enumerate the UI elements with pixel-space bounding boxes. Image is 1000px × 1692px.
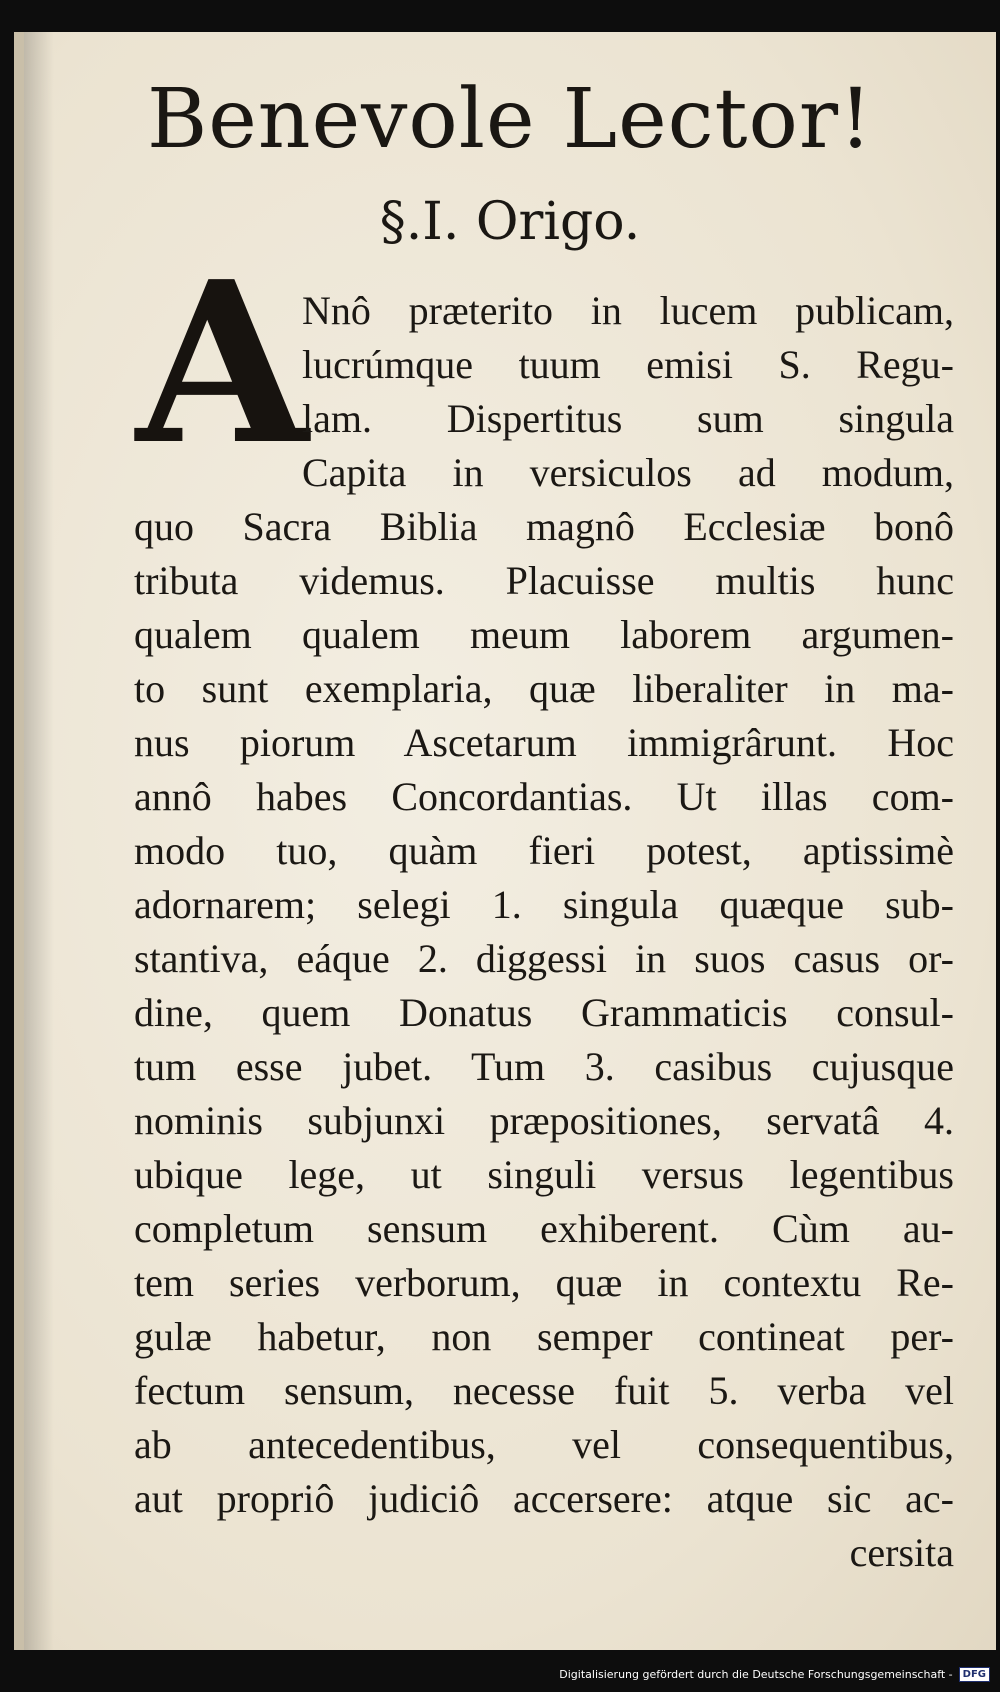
section-heading: §.I. Origo. <box>379 192 641 252</box>
text-line: ubique lege, ut singuli versus legentibus <box>134 1152 954 1197</box>
text-line: quo Sacra Biblia magnô Ecclesiæ bonô <box>134 504 954 549</box>
text-line: dine, quem Donatus Grammaticis consul- <box>134 990 954 1035</box>
body-text <box>134 284 954 1580</box>
text-line: adornarem; selegi 1. singula quæque sub- <box>134 882 954 927</box>
book-page <box>14 32 996 1650</box>
text-line: nus piorum Ascetarum immigrârunt. Hoc <box>134 720 954 765</box>
text-line: to sunt exemplaria, quæ liberaliter in ma- <box>134 666 954 711</box>
page-gutter-shadow <box>24 32 54 1650</box>
text-line: lam. Dispertitus sum singula <box>302 396 954 441</box>
text-line: gulæ habetur, non semper contineat per- <box>134 1314 954 1359</box>
drop-cap: A <box>136 234 309 494</box>
text-line: tem series verborum, quæ in contextu Re- <box>134 1260 954 1305</box>
text-line: nominis subjunxi præpositiones, servatâ 4. <box>134 1098 954 1143</box>
text-line: fectum sensum, necesse fuit 5. verba vel <box>134 1368 954 1413</box>
text-line: qualem qualem meum laborem argumen- <box>134 612 954 657</box>
text-line: aut propriô judiciô accersere: atque sic ac- <box>134 1476 954 1521</box>
text-line: Nnô præterito in lucem publicam, <box>302 288 954 333</box>
text-line: ab antecedentibus, vel consequentibus, <box>134 1422 954 1467</box>
credit-text: Digitalisierung gefördert durch die Deutsche Forschungsgemeinschaft - <box>559 1667 953 1681</box>
text-line: Capita in versiculos ad modum, <box>302 450 954 495</box>
text-line: completum sensum exhiberent. Cùm au- <box>134 1206 954 1251</box>
text-line: modo tuo, quàm fieri potest, aptissimè <box>134 828 954 873</box>
digitization-credit <box>559 1662 990 1686</box>
text-line: annô habes Concordantias. Ut illas com- <box>134 774 954 819</box>
dfg-logo: DFG <box>959 1667 990 1682</box>
text-line: lucrúmque tuum emisi S. Regu- <box>302 342 954 387</box>
text-line: tum esse jubet. Tum 3. casibus cujusque <box>134 1044 954 1089</box>
catchword: cersita <box>849 1530 954 1575</box>
text-line: stantiva, eáque 2. diggessi in suos casus or- <box>134 936 954 981</box>
page-title: Benevole Lector! <box>146 72 873 167</box>
text-line: tributa videmus. Placuisse multis hunc <box>134 558 954 603</box>
